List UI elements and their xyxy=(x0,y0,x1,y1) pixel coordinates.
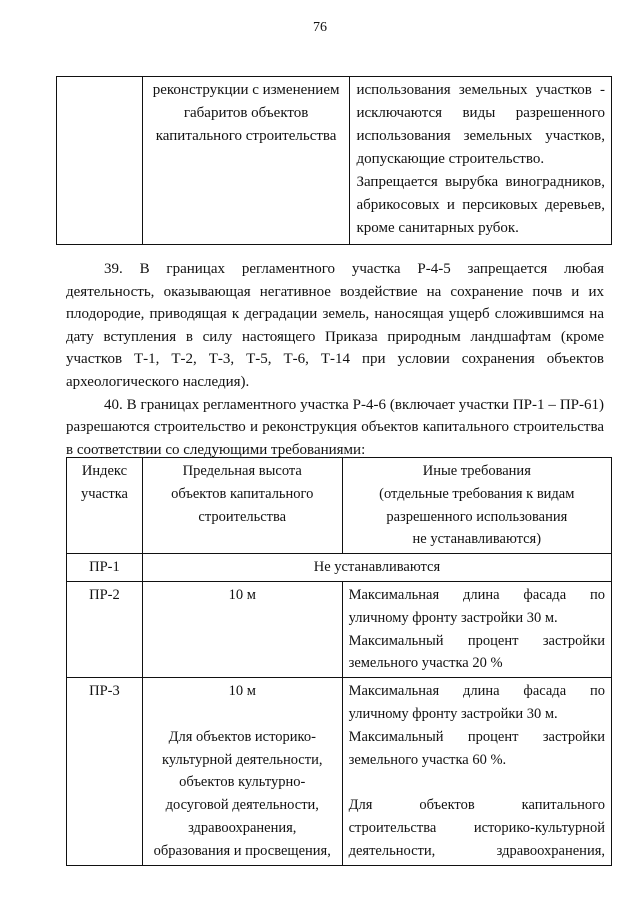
text-line: исключаются виды разрешенного xyxy=(356,105,605,121)
blank-line xyxy=(349,771,605,794)
text-line: уличному фронту застройки 30 м. xyxy=(348,705,558,722)
requirements-table xyxy=(66,457,612,866)
header-line: (отдельные требования к видам xyxy=(379,485,575,502)
text-line: Максимальная длина фасада по xyxy=(348,683,605,700)
header-index-cell xyxy=(67,458,143,554)
table-row xyxy=(67,581,612,677)
merged-note-cell: Не устанавливаются xyxy=(142,554,611,582)
text-line: здравоохранения, xyxy=(188,819,297,836)
text-line: Максимальная длина фасада по xyxy=(348,586,605,603)
text-line: Максимальный процент застройки xyxy=(348,632,605,649)
text-line: земельного участка 60 %. xyxy=(348,751,507,768)
text-line: допускающие строительство. xyxy=(356,151,545,167)
continuation-row xyxy=(57,77,612,245)
text-line: использования земельных участков - xyxy=(356,82,605,98)
text-line: использования земельных участков, xyxy=(356,128,605,144)
text-line: объектов культурно- xyxy=(179,774,306,791)
body-text xyxy=(66,258,604,461)
header-requirements-cell xyxy=(342,458,611,554)
text-line: досуговой деятельности, xyxy=(165,797,319,814)
table-row xyxy=(67,678,612,865)
index-cell: ПР-2 xyxy=(67,581,143,677)
header-line: Иные требования xyxy=(422,463,531,479)
continuation-table xyxy=(56,76,612,245)
height-value: 10 м xyxy=(228,683,256,700)
text-line: реконструкции с изменением xyxy=(152,82,340,98)
text-line: Максимальный процент застройки xyxy=(348,728,605,745)
header-line: Индекс xyxy=(81,463,128,479)
header-line: объектов капитального xyxy=(171,485,314,502)
height-cell xyxy=(142,678,342,865)
continuation-requirements-cell xyxy=(350,77,612,245)
header-line: разрешенного использования xyxy=(386,508,568,525)
paragraph-39: 39. В границах регламентного участка Р-4-5 запрещается любая деятельность, оказывающая негативное воздействие на сохранение почв и их плодородие, приводящая к деградации земель, наносящая ущерб сложившимся на дату вступления в силу настоящего Приказа природным ландшафтам (кроме участков Т-1, Т-2, Т-3, Т-5, Т-6, Т-14 при условии сохранения объектов археологического наследия). xyxy=(66,261,604,390)
text-line: Для объектов историко- xyxy=(168,728,316,745)
text-line: кроме санитарных рубок. xyxy=(356,220,519,236)
requirements-cell xyxy=(342,678,611,865)
text-line: деятельности, здравоохранения, xyxy=(348,842,605,859)
page-number: 76 xyxy=(313,20,327,35)
text-line: Для объектов капитального xyxy=(348,797,605,814)
requirements-cell xyxy=(342,581,611,677)
text-line: габаритов объектов xyxy=(183,105,309,121)
text-line: абрикосовых и персиковых деревьев, xyxy=(356,197,605,213)
table-header-row xyxy=(67,458,612,554)
text-line: уличному фронту застройки 30 м. xyxy=(348,609,558,626)
text-line: строительства историко-культурной xyxy=(348,819,605,836)
text-line: земельного участка 20 % xyxy=(348,655,503,672)
paragraph-40: 40. В границах регламентного участка Р-4-6 (включает участки ПР-1 – ПР-61) разрешаются строительство и реконструкция объектов капитального строительства в соответствии со следующими требованиями: xyxy=(66,396,604,458)
header-line: не устанавливаются) xyxy=(412,531,542,548)
height-cell: 10 м xyxy=(142,581,342,677)
index-cell: ПР-3 xyxy=(67,678,143,865)
text-line: капитального строительства xyxy=(155,128,337,144)
text-line: культурной деятельности, xyxy=(162,751,323,768)
text-line: Запрещается вырубка виноградников, xyxy=(356,174,605,190)
continuation-height-cell xyxy=(142,77,350,245)
header-height-cell xyxy=(142,458,342,554)
index-cell: ПР-1 xyxy=(67,554,143,582)
header-line: строительства xyxy=(198,508,287,525)
header-line: участка xyxy=(80,485,128,502)
text-line: образования и просвещения, xyxy=(153,842,331,859)
continuation-empty-cell xyxy=(57,77,143,245)
blank-line xyxy=(149,703,336,726)
table-row xyxy=(67,554,612,582)
header-line: Предельная высота xyxy=(182,463,302,479)
